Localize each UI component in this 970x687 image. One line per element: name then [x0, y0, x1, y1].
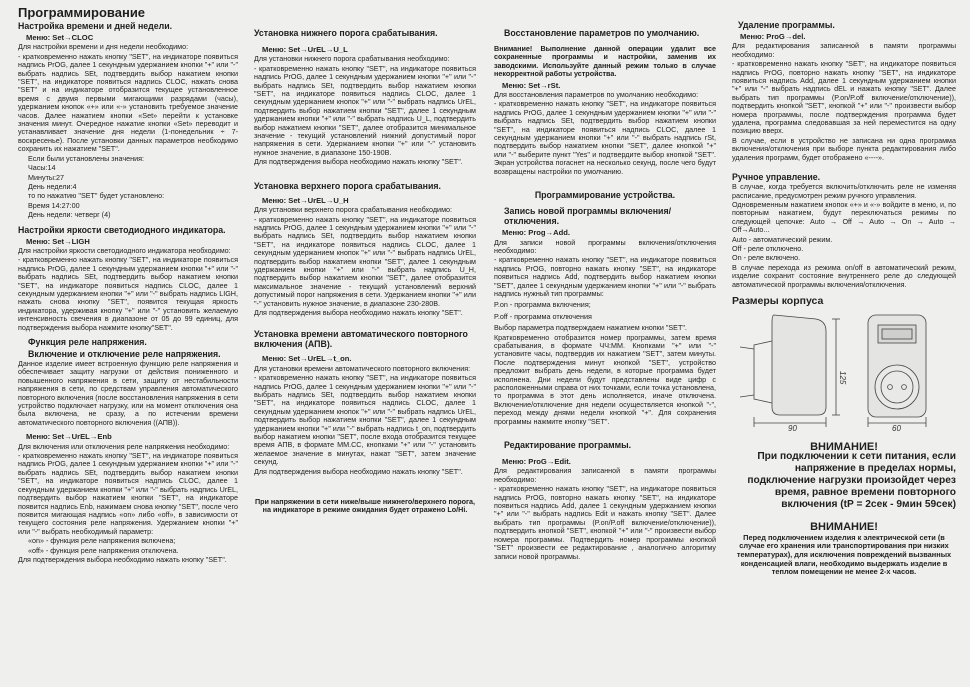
list-item: Если были установлены значения:	[28, 153, 144, 163]
menu-path: Меню: Set→UrEL→t_on.	[262, 354, 352, 364]
warning-text: Внимание! Выполнение данной операции удалит все сохраненные программы и настройки, заменив их заводскими. Используйте данный режим только в случае некорректной работы устройства.	[494, 44, 716, 79]
dimension-width-label: 90	[788, 423, 797, 433]
menu-path: Меню: Set→UrEL→U_L	[262, 45, 348, 54]
paragraph: В случае перехода из режима on/off в автоматический режим, изделие сохранит состояние внутреннего реле до следующей автоматической программы включения/отключения.	[732, 262, 956, 289]
paragraph: - кратковременно нажать кнопку "SET", на индикаторе появиться надпись PrOG, далее 1 секундным удержанием кнопки "+" или "-" выбрать надпись SEt, подтвердить выбор нажатием кнопки "SET", на индикаторе появиться надпись CLOC, далее 1 секундным удержанием кнопок "+" или "-" выбрать надпись UrEL, подтвердить выбор нажатием кнопки "SET", далее 1 секундным удержанием кнопки "+" или "-" выбрать надпись t_on, подтвердить выбор нажатием кнопки "SET", после входа отобразится текущее время АПВ, в формате ММ.СС, кнопками "+" или "-" установить желаемое значение в минутах, нажат "SET", затем значение секунд.	[254, 373, 476, 467]
column-2	[254, 6, 476, 683]
list-item: P.on - программа включения;	[494, 300, 591, 310]
menu-path: Меню: Prog→Add.	[502, 228, 571, 238]
paragraph: Для включения или отключения реле напряжения необходимо:	[18, 441, 230, 451]
section-heading: Настройка времени и дней недели.	[18, 21, 173, 31]
section-heading: Размеры корпуса	[732, 294, 824, 307]
housing-dimensions-diagram	[732, 311, 956, 433]
paragraph: Для подтверждения выбора необходимо нажать кнопку "SET".	[18, 554, 227, 564]
warning-text: При подключении к сети питания, если напряжение в пределах нормы, подключение нагрузки произойдет через время, равное времени повторного включения (tP = 2сек - 9мин 59сек)	[747, 451, 956, 511]
list-item: Auto - автоматический режим.	[732, 234, 833, 244]
paragraph: Данное изделие имеет встроенную функцию реле напряжения и обеспечивает защиту нагрузки от действия пониженного и повышенного напряжения в сети, защиту от нестабильности напряжения в сети, по средствам управления автоматического повторного включения (после восстановления напряжения в сети устройство подключает нагрузку, или на момент отключения она была включена, не сразу, а по истечении времени автоматического повторного включения ((АПВ)).	[18, 359, 238, 427]
menu-path: Меню: Set→CLOC	[26, 33, 94, 42]
warning-title: ВНИМАНИЕ!	[810, 440, 878, 453]
menu-path: Меню: ProG→Edit.	[502, 457, 571, 467]
column-1	[18, 6, 238, 683]
paragraph: Для восстановления параметров по умолчанию необходимо:	[494, 90, 699, 100]
paragraph: Для подтверждения выбора необходимо нажать кнопку "SET".	[254, 157, 463, 167]
section-heading: Восстановление параметров по умолчанию.	[504, 28, 700, 38]
paragraph: - кратковременно нажать кнопку "SET", на индикаторе появиться надпись PrOG, повторно нажать кнопку "SET", на индикаторе появиться надпись Add, далее 1 секундным удержанием кнопки "+" или "-" выбрать надпись dEL и нажать кнопку "SET". Далее выбрать тип программы (P.on/P.off включение/отключение)), подтвердить кнопкой "SET", кнопкой "+" или "-" произвести выбор номера программы, после подтверждения программа будет удалена, программа следовавшая за ней переместится на одну позицию вверх.	[732, 59, 956, 136]
menu-path: Меню: Set→UrEL→U_H	[262, 195, 349, 205]
paragraph: Для установки нижнего порога срабатывания необходимо:	[254, 54, 450, 64]
paragraph: - кратковременно нажать кнопку "SET", на индикаторе появиться надпись PrOG, далее 1 секундным удержанием кнопки "+" или "-" выбрать надпись SEt, подтвердить выбор нажатием кнопки "SET", на индикаторе появиться надпись CLOC, далее 1 секундным удержанием кнопки "+" или "-" выбрать надпись rSt, подтвердить выбор нажатием кнопки "SET", далее кнопкой "+" или "-" выберите пункт "Yes" и подтвердите выбор кнопкой "SET". Экран устройства погаснет на несколько секунд, после чего будут возвращены настройки по умолчанию.	[494, 99, 716, 176]
section-heading: Ручное управление.	[732, 172, 821, 183]
dimension-height-label: 125	[838, 370, 847, 385]
menu-path: Меню: Set→rSt.	[502, 80, 561, 90]
paragraph: - кратковременно нажать кнопку "SET", на индикаторе появиться надпись PrOG, повторно нажать кнопку "SET", на индикаторе появиться надпись Add, подтвердить выбор нажатием кнопки "SET", далее 1 секундным удержанием кнопки "+" или "-" выбрать надпись нужный тип программы:	[494, 255, 716, 298]
warning-title: ВНИМАНИЕ!	[810, 521, 878, 534]
section-heading: Функция реле напряжения.	[28, 337, 147, 347]
paragraph: Для настройки яркости светодиодного индикатора необходимо:	[18, 245, 231, 255]
paragraph: В случае, если в устройство не записана ни одна программа включения/отключения при выборе пункта редактирования либо удаления программ, будет отображено «----».	[732, 135, 956, 162]
section-heading: Установка времени автоматического повторного включения (АПВ).	[254, 329, 468, 350]
menu-path: Меню: ProG→del.	[740, 32, 806, 41]
paragraph: В случае, когда требуется включить/отключить реле не изменяя расписание, предусмотрен режим ручного управления.	[732, 182, 956, 200]
paragraph: Для подтверждения выбора необходимо нажать кнопку "SET".	[254, 307, 463, 317]
paragraph: - кратковременно нажать кнопку "SET", на индикаторе появиться надпись PrOG, далее 1 секундным удержанием кнопки "+" или "-" выбрать надпись SEt, подтвердить выбор нажатием кнопки "SET", на индикаторе появиться надпись CLOC, далее 1 секундным удержанием кнопок "+" или "-" выбрать надпись UrEL, подтвердить выбор нажатием кнопки "SET", далее 1 секундным удержанием кнопки "+" или "-" выбрать надпись U_H, подтвердить выбор нажатием кнопки "SET", далее отобразится максимальное значение - текущий установлений верхний допустимый порог напряжения в сети. Удержанием кнопки "+" или "-" установить нужное значение, в диапазоне 230-280В.	[254, 214, 476, 308]
paragraph: - кратковременно нажать кнопку "SET", на индикаторе появиться надпись PrOG, далее 1 секундным удержанием кнопки "+" или "-" выбрать надпись SEt, подтвердить выбор нажатием кнопки "SET", на индикаторе появиться надпись CLOC, далее 1 секундным удержанием кнопки "+" или "-" выбрать надпись LIGH, нажать снова кнопку "SET", появится текущая яркость индикатора, удерживая кнопку "+" или "-" установить желаемую интенсивность свечения в диапазоне от 05 до 99 единиц, для подтверждения выбора нажмите кнопку"SET".	[18, 255, 238, 332]
column-3	[494, 6, 716, 683]
list-item: то по нажатию "SET" будет установлено:	[28, 191, 165, 201]
section-heading: Программирование устройства.	[534, 190, 676, 201]
section-heading: Установка верхнего порога срабатывания.	[254, 180, 441, 191]
menu-path: Меню: Set→LIGH	[26, 236, 90, 246]
section-heading: Редактирование программы.	[504, 440, 632, 451]
section-heading: Настройки яркости светодиодного индикатора.	[18, 224, 226, 235]
paragraph: - кратковременно нажать кнопку "SET", на индикаторе появиться надпись PrOG, далее 1 секундным удержанием кнопки "+" или "-" выбрать надпись SEt, подтвердить выбор нажатием кнопки "SET", на индикаторе появиться надпись CLOC, далее 1 секундным удержанием кнопки "+" или "-" выбрать надпись UrEL, подтвердить выбор нажатием кнопки "SET", на индикаторе появится надпись Enb, нажимаем снова кнопку "SET", после чего появится мигающая надпись «on» либо «off», в зависимости от текущего состояния реле напряжения. Удержанием кнопки "+" или "-" выбрать необходимый параметр:	[18, 451, 238, 536]
housing-drawing	[732, 311, 956, 433]
page-title: Программирование	[18, 6, 146, 20]
paragraph: Для записи новой программы включения/отключения необходимо:	[494, 237, 716, 255]
list-item: P.off - программа отключения	[494, 311, 592, 321]
paragraph: Для редактирования записанной в памяти программы необходимо:	[732, 41, 956, 59]
list-item: «on» - функция реле напряжения включена;	[28, 536, 176, 546]
list-item: День недели:4	[28, 181, 77, 191]
section-heading: Установка нижнего порога срабатывания.	[254, 28, 438, 38]
paragraph: Кратковременно отобразится номер программы, затем время срабатывания, в формате ЧЧ:ММ. Кнопками "+" или "-" установите часы, подтвердив их нажатием "SET", затем минуты. После подтверждения минут кнопкой "SET", устройство предложит выбрать день недели, в которые программа будет исполнена. Дни недели будут представлены виде цифр с расположенными справа от них точками, если точка установлена, то программа в этот день исполняется, иначе отключена. Включение/отключение дня недели осуществляется кнопкой "-", переход между днями недели кнопкой "+". Для сохранения программы нажмите кнопку "SET".	[494, 332, 716, 426]
paragraph: Для установки верхнего порога срабатывания необходимо:	[254, 205, 453, 215]
paragraph: - кратковременно нажать кнопку "SET", на индикаторе появиться надпись PrOG, далее 1 секундным удержанием кнопки "+" или "-" выбрать надпись SEt, подтвердить выбор нажатием кнопки "SET", на индикаторе появиться надпись CLOC, нажать снова "SET" и на индикаторе отобразится текущее установленное время с двумя первыми мигающими разрядами (часы), удержанием кнопок «+» или «-» установить требуемое значение часов. Далее нажатием кнопки «Set» перейти к установке значения минут. Очередное нажатие кнопки «Set» переводит и устанавливает значение дня недели (1-понедельник ÷ 7-воскресенье). После установки данных параметров необходимо сохранить их нажатием "SET".	[18, 51, 238, 154]
list-item: Время 14:27:00	[28, 200, 80, 210]
section-subheading: Включение и отключение реле напряжения.	[28, 349, 221, 359]
list-item: «off» - функция реле напряжения отключена.	[28, 545, 179, 555]
column-4	[732, 6, 956, 683]
section-heading: Удаление программы.	[738, 20, 835, 30]
note-text: При напряжении в сети ниже/выше нижнего/верхнего порога, на индикаторе в режиме ожидания будет отражено Lo/Hi.	[254, 497, 476, 515]
list-item: On - реле включено.	[732, 253, 801, 263]
paragraph: Для установки времени автоматического повторного включения:	[254, 363, 471, 373]
paragraph: - кратковременно нажать кнопку "SET", на индикаторе появиться надпись PrOG, повторно нажать кнопку "SET", на индикаторе появиться надпись Add, далее 1 секундным удержанием кнопки "+" или "-" выбрать надпись Edit и нажать кнопку "SET". Далее выбрать тип программы (P.on/P.off включение/отключение)), подтвердить кнопкой "SET", кнопкой "+" или "-" произвести выбор номера программы. Подтвердить номер программы кнопкой "SET" произвести ее редактирование , аналогично алгоритму записи новой программы.	[494, 484, 716, 561]
paragraph: Для подтверждения выбора необходимо нажать кнопку "SET".	[254, 466, 463, 476]
menu-path: Меню: Set→UrEL→Enb	[26, 432, 112, 442]
list-item: Off - реле отключено.	[732, 243, 804, 253]
list-item: Часы:14	[28, 163, 56, 173]
paragraph: Выбор параметра подтверждаем нажатием кнопки "SET".	[494, 323, 687, 333]
paragraph: Одновременным нажатием кнопок «+» и «-» войдите в меню, и, по повторным нажатием, будут переключаться режимы по следующей цепочке: Auto → Off → Auto → On → Auto → Off→Auto...	[732, 199, 956, 235]
paragraph: Для настройки времени и дня недели необходимо:	[18, 42, 189, 52]
paragraph: Для редактирования записанной в памяти программы необходимо:	[494, 466, 716, 484]
list-item: День недели: четверг (4)	[28, 210, 111, 220]
section-subheading: Запись новой программы включения/отключения.	[504, 206, 672, 227]
list-item: Минуты:27	[28, 172, 65, 182]
paragraph: - кратковременно нажать кнопку "SET", на индикаторе появиться надпись PrOG, далее 1 секундным удержанием кнопки "+" или "-" выбрать надпись SEt, подтвердить выбор нажатием кнопки "SET", на индикаторе появиться надпись CLOC, далее 1 секундным удержанием кнопок "+" или "-" выбрать надпись UrEL, подтвердить выбор нажатием кнопки "SET", далее 1 секундным удержанием кнопки "+" или "-" выбрать надпись U_L, подтвердить выбор нажатием кнопки "SET", далее отобразится минимальное значение - текущий установлений нижний допустимый порог напряжения в сети. Удержанием кнопки "+" или "-" установить нужное значение, в диапазоне 150-190В.	[254, 63, 476, 157]
dimension-depth-label: 60	[892, 423, 901, 433]
warning-text: Перед подключением изделия к электрической сети (в случае его хранения или транспортирования при низких температурах), для исключения повреждений вызванных конденсацией влаги, необходимо выдержать изделие в теплом помещении не менее 2-х часов.	[736, 532, 952, 577]
